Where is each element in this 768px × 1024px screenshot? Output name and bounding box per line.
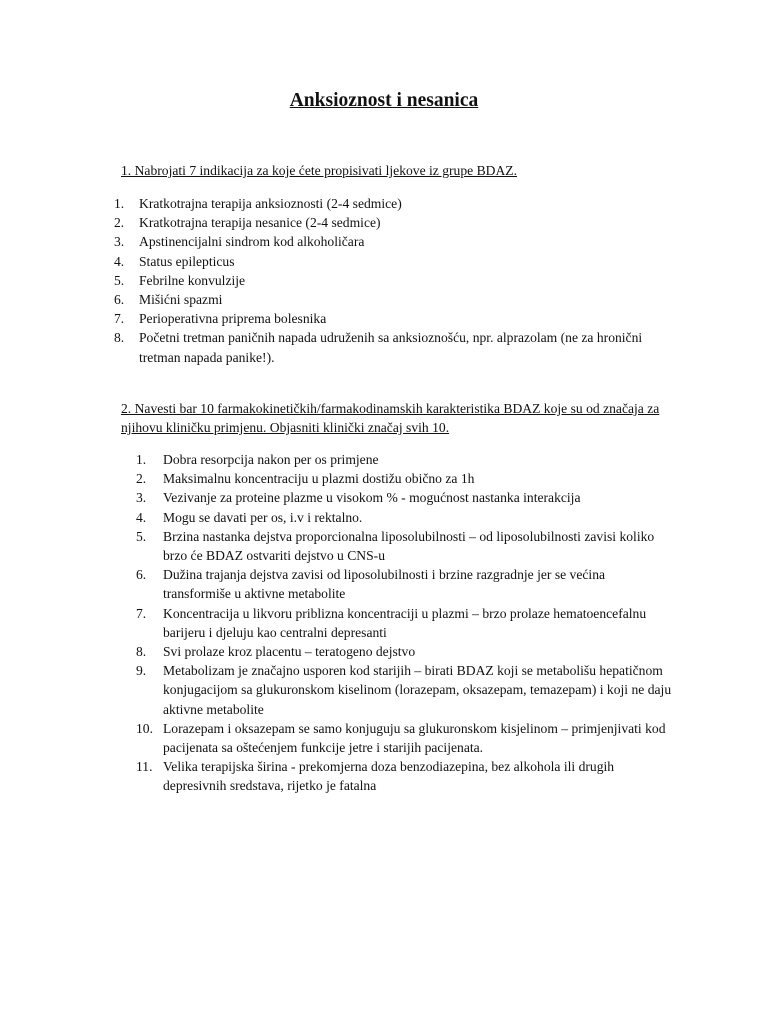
list-item-text: Početni tretman paničnih napada udruženih sa anksioznošću, npr. alprazolam (ne za hronični tretman napada panike!).: [139, 330, 643, 365]
indications-list: [114, 194, 674, 367]
list-item-number: 3.: [136, 490, 147, 506]
list-item-number: 4.: [114, 253, 125, 269]
list-item-number: 2.: [136, 471, 147, 487]
list-item-number: 10.: [136, 720, 153, 736]
question-1: 1. Nabrojati 7 indikacija za koje ćete propisivati ljekove iz grupe BDAZ.: [121, 163, 517, 178]
list-item-text: Maksimalnu koncentraciju u plazmi dostižu obično za 1h: [163, 471, 475, 487]
list-item: [114, 213, 674, 232]
list-item-text: Dužina trajanja dejstva zavisi od liposolubilnosti i brzine razgradnje jer se većina transformiše u aktivne metabolite: [163, 567, 606, 602]
list-item-number: 8.: [136, 644, 147, 660]
list-item: [114, 271, 674, 290]
list-item: [136, 757, 676, 795]
list-item-text: Apstinencijalni sindrom kod alkoholičara: [139, 234, 365, 250]
list-item-text: Lorazepam i oksazepam se samo konjuguju sa glukuronskom kisjelinom – primjenjivati kod pacijenata sa oštećenjem funkcije jetre i starijih pacijenata.: [163, 720, 666, 756]
list-item-text: Febrilne konvulzije: [139, 272, 246, 288]
question-2: 2. Navesti bar 10 farmakokinetičkih/farmakodinamskih karakteristika BDAZ koje su od značaja za njihovu kliničku primjenu. Objasniti klinički značaj svih 10.: [121, 401, 660, 435]
list-item: [136, 565, 676, 603]
list-item-text: Kratkotrajna terapija nesanice (2-4 sedmice): [139, 215, 381, 231]
list-item: [136, 488, 676, 507]
list-item-number: 4.: [136, 509, 147, 525]
list-item-text: Kratkotrajna terapija anksioznosti (2-4 sedmice): [139, 196, 402, 211]
list-item-text: Svi prolaze kroz placentu – teratogeno dejstvo: [163, 644, 416, 660]
list-item-number: 1.: [136, 452, 147, 467]
list-item-number: 6.: [114, 292, 125, 308]
list-item: [136, 604, 676, 642]
list-item: [114, 309, 674, 328]
list-item: [114, 232, 674, 251]
list-item-number: 1.: [114, 196, 125, 211]
list-item-number: 5.: [136, 528, 147, 544]
list-item-number: 5.: [114, 272, 125, 288]
list-item: [136, 508, 676, 527]
list-item: [114, 194, 674, 213]
list-item-text: Status epilepticus: [139, 253, 235, 269]
list-item-number: 2.: [114, 215, 125, 231]
list-item-text: Perioperativna priprema bolesnika: [139, 311, 327, 327]
list-item-number: 6.: [136, 567, 147, 583]
characteristics-list: [136, 450, 676, 796]
list-item-text: Metabolizam je značajno usporen kod starijih – birati BDAZ koji se metabolišu hepatičnom konjugacijom sa glukuronskom kiselinom (lorazepam, oksazepam, temazepam) i koji ne daju aktivne metabolite: [163, 663, 672, 717]
list-item-text: Mogu se davati per os, i.v i rektalno.: [163, 509, 363, 525]
list-item-text: Mišićni spazmi: [139, 292, 223, 308]
list-item-number: 8.: [114, 330, 125, 346]
list-item-text: Koncentracija u likvoru priblizna koncentraciji u plazmi – brzo prolaze hematoencefalnu barijeru i djeluju kao centralni depresanti: [163, 605, 647, 640]
list-item-text: Vezivanje za proteine plazme u visokom % - mogućnost nastanka interakcija: [163, 490, 581, 506]
list-item: [136, 527, 676, 565]
document-title: Anksioznost i nesanica: [289, 90, 479, 111]
list-item: [114, 252, 674, 271]
list-item: [136, 661, 676, 719]
list-item-number: 11.: [136, 759, 153, 775]
list-item: [136, 642, 676, 661]
list-item-number: 9.: [136, 663, 147, 679]
list-item: [136, 469, 676, 488]
list-item: [136, 719, 676, 757]
list-item: [136, 450, 676, 469]
list-item-text: Dobra resorpcija nakon per os primjene: [163, 452, 379, 467]
list-item: [114, 290, 674, 309]
list-item: [114, 328, 674, 366]
list-item-number: 7.: [114, 311, 125, 327]
list-item-text: Velika terapijska širina - prekomjerna doza benzodiazepina, bez alkohola ili drugih depresivnih sredstava, rijetko je fatalna: [163, 759, 615, 794]
list-item-text: Brzina nastanka dejstva proporcionalna liposolubilnosti – od liposolubilnosti zavisi koliko brzo će BDAZ ostvariti dejstvo u CNS-u: [163, 528, 655, 564]
list-item-number: 7.: [136, 605, 147, 621]
list-item-number: 3.: [114, 234, 125, 250]
